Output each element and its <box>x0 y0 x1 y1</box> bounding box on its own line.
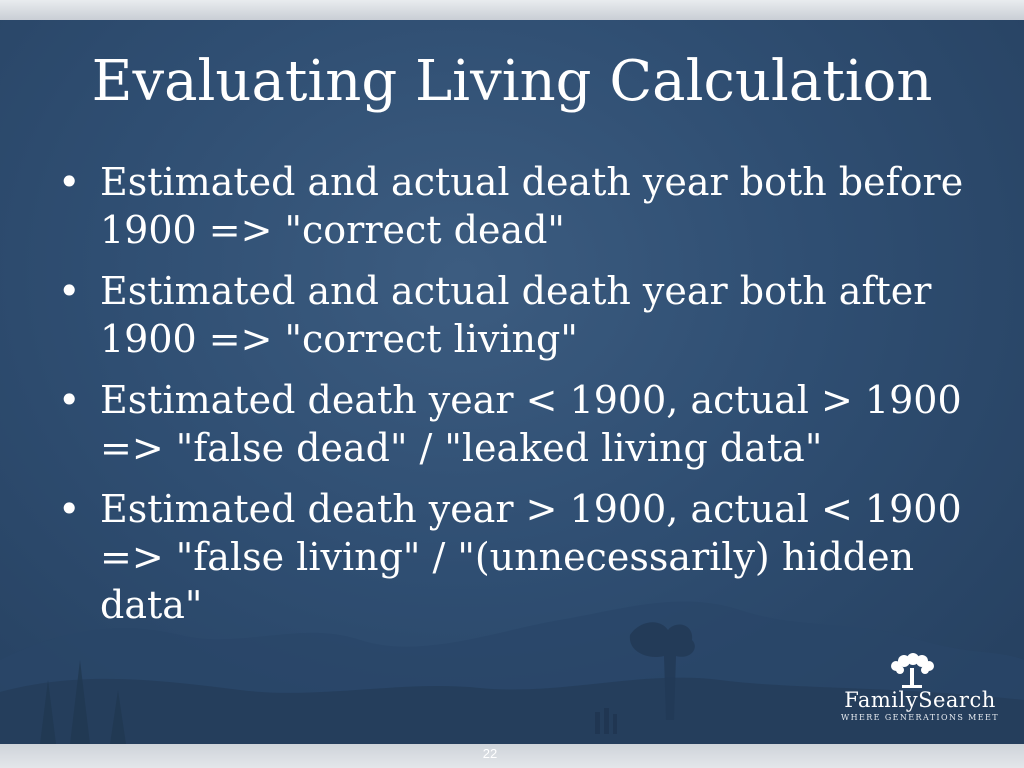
bullet-text: Estimated and actual death year both after 1900 => "correct living" <box>100 269 932 361</box>
bullet-item <box>58 485 978 629</box>
bullet-marker: • <box>58 487 81 531</box>
bullet-item <box>58 158 978 254</box>
page-number: 22 <box>482 746 498 761</box>
logo-brand: FamilySearch <box>844 688 996 712</box>
top-border <box>0 0 1024 20</box>
slide-title: Evaluating Living Calculation <box>91 49 933 114</box>
bullet-item <box>58 267 978 363</box>
bullet-text: Estimated death year > 1900, actual < 1900 => "false living" / "(unnecessarily) hidden data" <box>100 487 962 627</box>
bullet-text: Estimated and actual death year both before 1900 => "correct dead" <box>100 160 964 252</box>
bullet-text: Estimated death year < 1900, actual > 1900 => "false dead" / "leaked living data" <box>100 378 962 470</box>
bullet-marker: • <box>58 160 81 204</box>
slide-panel <box>0 20 1024 744</box>
tree-icon <box>884 652 940 688</box>
logo-tagline: WHERE GENERATIONS MEET <box>841 713 999 722</box>
familysearch-logo <box>832 652 1008 732</box>
bullet-marker: • <box>58 269 81 313</box>
bullet-item <box>58 376 978 472</box>
bullet-list <box>58 158 978 642</box>
bullet-marker: • <box>58 378 81 422</box>
